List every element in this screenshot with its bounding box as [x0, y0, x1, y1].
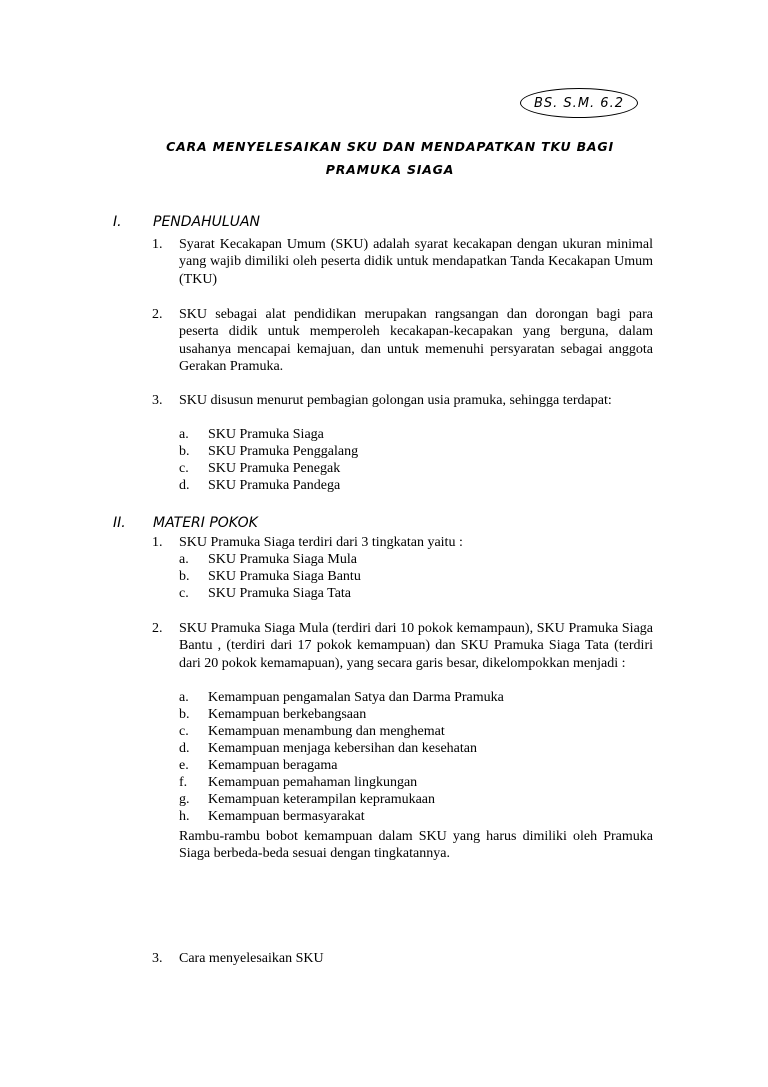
sub-text: Kemampuan beragama: [208, 758, 338, 773]
sub-letter: a.: [179, 690, 189, 705]
section1-item1-text: Syarat Kecakapan Umum (SKU) adalah syarat kecakapan dengan ukuran minimal yang wajib dimiliki oleh peserta didik untuk mendapatkan Tanda Kecakapan Umum (TKU): [179, 237, 653, 287]
sub-text: SKU Pramuka Penegak: [208, 461, 341, 476]
sub-letter: c.: [179, 724, 189, 739]
sub-text: SKU Pramuka Penggalang: [208, 444, 359, 459]
document-title-line2: PRAMUKA SIAGA: [325, 162, 455, 177]
sub-letter: a.: [179, 552, 189, 567]
sub-letter: g.: [179, 792, 190, 807]
section2-item2-sub-h: [179, 808, 365, 825]
section2-item2-number: 2.: [152, 621, 163, 636]
section2-number: II.: [113, 515, 126, 531]
section2-item2-sub-g: [179, 791, 435, 808]
document-title-line1: CARA MENYELESAIKAN SKU DAN MENDAPATKAN TKU BAGI: [166, 139, 614, 154]
section2-item2-sub-e: [179, 757, 337, 774]
section1-item3-number: 3.: [152, 393, 163, 408]
sub-letter: a.: [179, 427, 189, 442]
section2-item1-text: SKU Pramuka Siaga terdiri dari 3 tingkatan yaitu :: [179, 535, 463, 550]
section2-item1-sub-c: [179, 585, 351, 602]
sub-text: SKU Pramuka Siaga Mula: [208, 552, 357, 567]
section1-item2-text: SKU sebagai alat pendidikan merupakan rangsangan dan dorongan bagi para peserta didik untuk memperoleh kecakapan-kecapakan yang berguna, dalam usahanya mencapai kemajuan, dan untuk memenuhi persyaratan sebagai anggota Gerakan Pramuka.: [179, 307, 653, 374]
section2-item2-text: SKU Pramuka Siaga Mula (terdiri dari 10 pokok kemampaun), SKU Pramuka Siaga Bantu , (terdiri dari 17 pokok kemampuan) dan SKU Pramuka Siaga Tata (terdiri dari 20 pokok kemamapuan), yang secara garis besar, dikelompokkan menjadi :: [179, 621, 653, 671]
sub-letter: b.: [179, 707, 190, 722]
section1-title: PENDAHULUAN: [153, 214, 260, 230]
document-code-badge: BS. S.M. 6.2: [520, 88, 638, 118]
section1-item3-sub-d: [179, 477, 340, 494]
sub-letter: b.: [179, 569, 190, 584]
sub-text: SKU Pramuka Siaga Tata: [208, 586, 352, 601]
section1-item3-text: SKU disusun menurut pembagian golongan usia pramuka, sehingga terdapat:: [179, 393, 612, 408]
sub-letter: c.: [179, 586, 189, 601]
section2-item1-sub-b: [179, 568, 361, 585]
sub-text: Kemampuan menjaga kebersihan dan kesehatan: [208, 741, 478, 756]
sub-text: SKU Pramuka Siaga Bantu: [208, 569, 361, 584]
section2-item3-number: 3.: [152, 951, 163, 966]
section2-title: MATERI POKOK: [153, 515, 258, 531]
section1-item3-sub-b: [179, 443, 358, 460]
section2-item3-text: Cara menyelesaikan SKU: [179, 951, 324, 966]
sub-letter: b.: [179, 444, 190, 459]
sub-letter: d.: [179, 741, 190, 756]
sub-letter: d.: [179, 478, 190, 493]
section1-item3-sub-c: [179, 460, 340, 477]
sub-text: Kemampuan keterampilan kepramukaan: [208, 792, 436, 807]
sub-text: Kemampuan pemahaman lingkungan: [208, 775, 418, 790]
sub-text: SKU Pramuka Pandega: [208, 478, 341, 493]
sub-text: Kemampuan pengamalan Satya dan Darma Pramuka: [208, 690, 504, 705]
section1-number: I.: [113, 214, 122, 230]
section2-item2-sub-d: [179, 740, 477, 757]
sub-text: Kemampuan berkebangsaan: [208, 707, 367, 722]
sub-letter: c.: [179, 461, 189, 476]
section2-item1-number: 1.: [152, 535, 163, 550]
sub-text: SKU Pramuka Siaga: [208, 427, 324, 442]
section1-item2-number: 2.: [152, 307, 163, 322]
sub-letter: f.: [179, 775, 188, 790]
section1-item3-sub-a: [179, 426, 324, 443]
section1-item1-number: 1.: [152, 237, 163, 252]
section2-item2-sub-f: [179, 774, 417, 791]
section2-item2-sub-a: [179, 689, 504, 706]
section2-item2-sub-c: [179, 723, 445, 740]
sub-text: Kemampuan menambung dan menghemat: [208, 724, 445, 739]
section2-item2-sub-b: [179, 706, 366, 723]
sub-letter: h.: [179, 809, 190, 824]
section2-item2-closing: Rambu-rambu bobot kemampuan dalam SKU yang harus dimiliki oleh Pramuka Siaga berbeda-beda sesuai dengan tingkatannya.: [179, 829, 653, 862]
section2-item1-sub-a: [179, 551, 357, 568]
sub-letter: e.: [179, 758, 189, 773]
sub-text: Kemampuan bermasyarakat: [208, 809, 365, 824]
